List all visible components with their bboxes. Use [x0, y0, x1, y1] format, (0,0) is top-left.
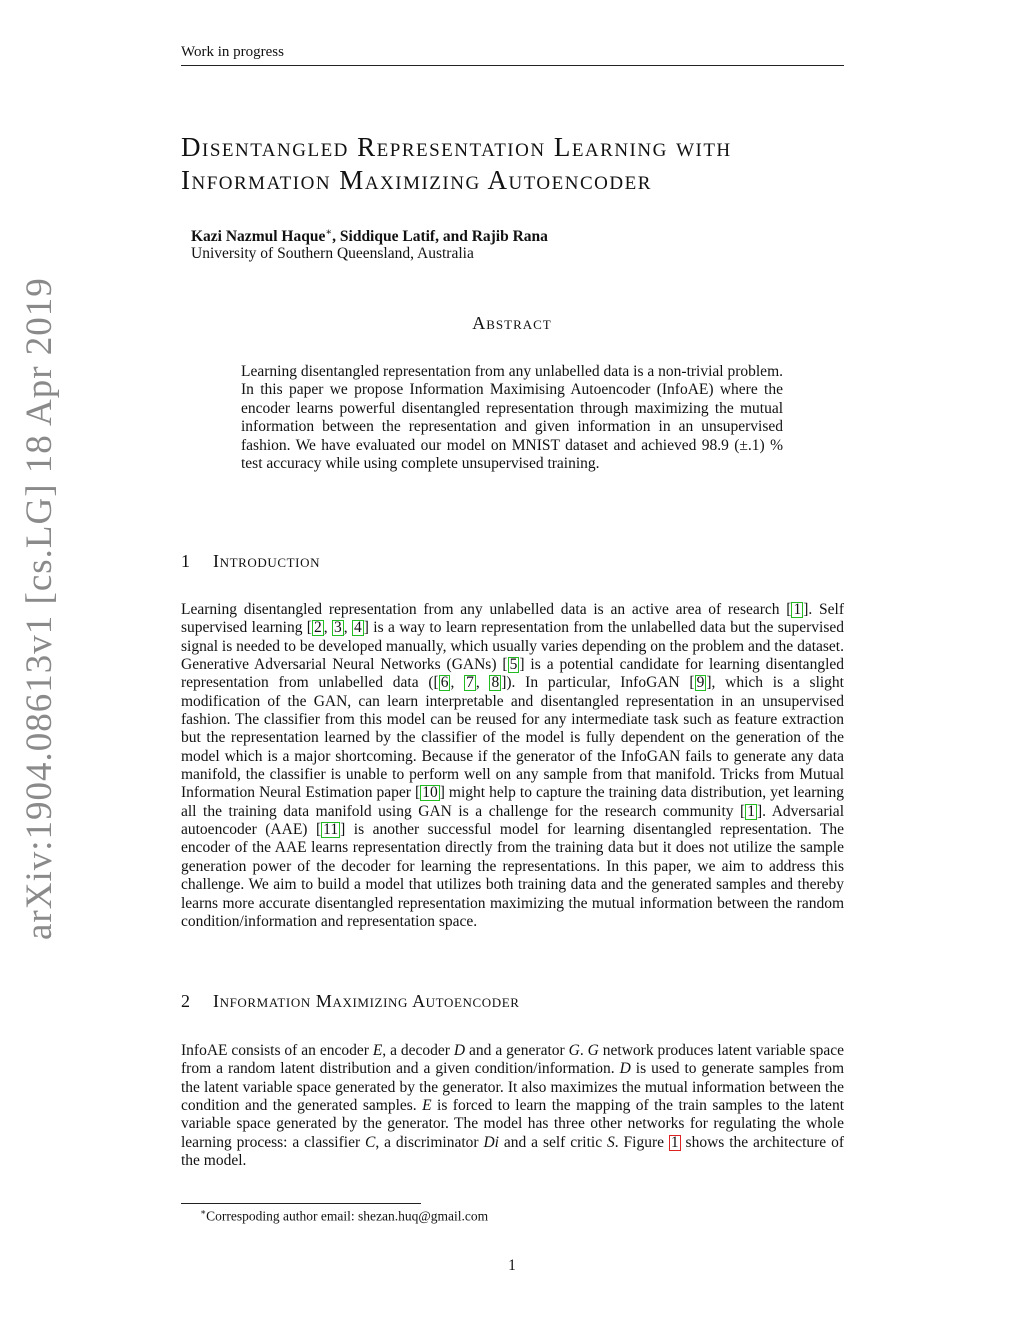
- math-symbol: S: [606, 1133, 615, 1151]
- math-symbol: D: [453, 1042, 466, 1059]
- title-line-1: Disentangled Representation Learning with: [181, 132, 732, 162]
- section-1-paragraph: Learning disentangled representation from any unlabelled data is an active area of research [ 1 ]. Self supervised learning [ 2 , 3 , 4 ] is a way to learn representation from the unlabelled data but the supervised signal is needed to be developed manually, which usually varies depending on the problem and the dataset. Generative Adversarial Neural Networks (GANs) [ 5 ] is a potential candidate for learning disentangled representation from unlabelled data ([ 6 , 7 , 8 ]). In particular, InfoGAN [ 9 ], which is a slight modification of the GAN, can learn interpretable and disentangled representation in an unsupervised fashion. The classifier from this model can be reused for any intermediate task such as feature extraction but the representation learned by the classifier of the model is fully dependent on the generation of the model which is a major shortcoming. Because if the generator of the InfoGAN fails to generate any data manifold, the classifier is unable to perform well on any sample from that manifold. Tricks from Mutual Information Neural Estimation paper [ 10 ] might help to capture the training data distribution, yet learning all the training data manifold using GAN is a challenge for the research community [ 1 ]. Adversarial autoencoder (AAE) [ 11 ] is another successful model for learning disentangled representation. The encoder of the AAE learns representation directly from the training data but it does not utilize the sample generation power of the decoder for learning the representations. In this paper, we aim to address this challenge. We aim to build a model that utilizes both training data and the generated samples and thereby learns more accurate disentangled representation maximizing the mutual information between the random condition/information and representation space.: [181, 601, 845, 930]
- author-1-mark: ∗: [325, 227, 333, 238]
- section-2-title: Information Maximizing Autoencoder: [213, 991, 520, 1011]
- section-1-number: 1: [181, 551, 191, 571]
- abstract-heading: Abstract: [472, 313, 552, 333]
- header-rule: [181, 65, 844, 66]
- author-rest: , Siddique Latif, and Rajib Rana: [332, 228, 548, 246]
- math-symbol: G: [568, 1042, 580, 1059]
- author-1: Kazi Nazmul Haque: [191, 228, 326, 246]
- authors: [191, 227, 548, 246]
- citation-link[interactable]: 4: [353, 619, 362, 637]
- citation-link[interactable]: 2: [313, 619, 322, 637]
- math-symbol: G: [587, 1042, 599, 1059]
- math-symbol: E: [422, 1097, 432, 1115]
- footnote: [200, 1207, 488, 1225]
- page-number: 1: [508, 1257, 516, 1274]
- title-line-2: Information Maximizing Autoencoder: [181, 165, 652, 195]
- citation-link[interactable]: 11: [323, 821, 339, 839]
- figure-reference-link[interactable]: 1: [670, 1133, 679, 1151]
- citation-link[interactable]: 1: [793, 601, 802, 618]
- paper-title: [181, 131, 881, 197]
- affiliation: University of Southern Queensland, Australia: [191, 245, 474, 262]
- citation-link[interactable]: 5: [509, 656, 518, 674]
- arxiv-stamp: arXiv:1904.08613v1 [cs.LG] 18 Apr 2019: [19, 277, 60, 940]
- citation-link[interactable]: 1: [747, 802, 755, 820]
- citation-link[interactable]: 8: [491, 674, 500, 692]
- citation-link[interactable]: 6: [440, 674, 449, 692]
- section-2-heading: [181, 991, 520, 1012]
- citation-link[interactable]: 3: [333, 619, 342, 637]
- footnote-mark: ∗: [200, 1207, 207, 1217]
- citation-link[interactable]: 9: [696, 674, 705, 692]
- math-symbol: Di: [483, 1133, 499, 1151]
- section-1-heading: [181, 551, 320, 572]
- footnote-text: Correspoding author email: shezan.huq@gmail.com: [206, 1208, 489, 1224]
- citation-link[interactable]: 7: [466, 674, 474, 692]
- section-2-number: 2: [181, 991, 191, 1011]
- math-symbol: C: [365, 1133, 376, 1151]
- abstract-text: Learning disentangled representation from any unlabelled data is a non-trivial problem. In this paper we propose Information Maximising Autoencoder (InfoAE) where the encoder learns powerful disentangled representation through maximizing the mutual information between the representation and given information in an unsupervised fashion. We have evaluated our model on MNIST dataset and achieved 98.9 (±.1) % test accuracy while using complete unsupervised training.: [241, 363, 783, 473]
- citation-link[interactable]: 10: [422, 784, 438, 802]
- math-symbol: D: [619, 1060, 631, 1078]
- section-1-title: Introduction: [213, 551, 321, 571]
- section-2-paragraph: InfoAE consists of an encoder E, a decoder D and a generator G. G network produces latent variable space from a random latent distribution and a given condition/information. D is used to generate samples from the latent variable space generated by the generator. It also maximizes the mutual information between the condition and the generated samples. E is forced to learn the mapping of the train samples to the latent variable space generated by the generator. The model has three other networks for regulating the whole learning process: a classifier C, a discriminator Di and a self critic S. Figure 1 shows the architecture of the model.: [181, 1042, 845, 1170]
- math-symbol: E: [372, 1042, 383, 1059]
- running-header: Work in progress: [181, 44, 284, 60]
- footnote-rule: [181, 1203, 421, 1204]
